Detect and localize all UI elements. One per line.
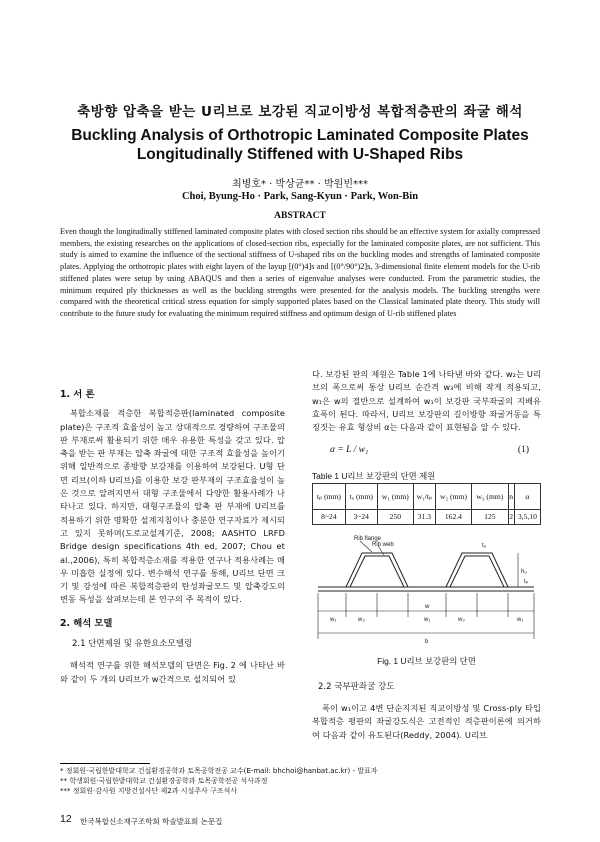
table-header-cell: tₚ (mm): [313, 484, 346, 510]
table-row: [313, 510, 541, 525]
title-en-line2: Longitudinally Stiffened with U-Shaped Ribs: [136, 146, 464, 163]
table-header-row: [313, 484, 541, 510]
abstract-heading: ABSTRACT: [274, 211, 326, 221]
table-header-cell: tᵤ (mm): [345, 484, 377, 510]
abstract-body: Even though the longitudinally stiffened laminated composite plates with closed section ribs should be an effective system for axially compressed members, the existing researches on the applications of closed-section ribs, especially for the laminated composite plates, are not sufficient. This study is aimed to examine the influence of the sectional stiffness of U-shaped ribs on the buckling modes and strengths of laminated composite plates. Applying the orthotropic plates with eight layers of the layup [(0°)4]s and [(0°/90°)2]s, 3-dimensional finite element models for the U-rib stiffened plates were setup by using ABAQUS and then a series of eigenvalue analyses were conducted. From the parametric studies, the minimum required ply thicknesses as well as the buckling strengths were presented for the analysis models. The buckling strengths were compared with the theoretical critical stress equation for simply supported plates based on the Classical laminated plate theory. This study will contribute to the future study for evaluating the minimum required stiffness and optimum design of U-rib stiffened plates: [60, 227, 540, 318]
rib-web-label: Rib web: [372, 542, 394, 549]
table-cell: 2: [508, 510, 514, 525]
section-2-1-body: 해석적 연구를 위한 해석모델의 단면은 Fig. 2 에 나타난 바와 같이 두 개의 U리브가 w간격으로 설치되어 있: [60, 660, 285, 684]
right-column: [312, 368, 541, 742]
authors-english: Choi, Byung-Ho · Park, Sang-Kyun · Park, Won-Bin: [181, 191, 419, 202]
section-2-2-body: 폭이 w₁이고 4변 단순지지된 직교이방성 및 Cross-ply 타입 복합적층 평판의 좌굴강도식은 고전적인 적층판이론에 의거하여 다음과 같이 유도된다(Reddy, 2004). U리브: [312, 702, 541, 740]
section-1-heading: 1. 서 론: [60, 389, 95, 400]
u-rib-left: [346, 553, 408, 587]
title-en-line1: Buckling Analysis of Orthotropic Laminated Composite Plates: [71, 127, 529, 144]
section-1-body: 복합소재를 적층한 복합적층판(laminated composite plate)은 구조적 효율성이 높고 상대적으로 경량하여 구조물의 판 부재로써 활용되기 위한 매우 유용한 특성을 갖고 있다. 압축을 받는 판 부재는 압축 좌굴에 대한 구조적 효율성을 높이기 위해 일반적으로 종방향 보강재를 이용하여 보강된다. U형 단면 리브(이하 U리브)를 이용한 보강 판부재의 구조효율성이 높은 것으로 알려지면서 대형 구조물에서 다양한 활용사례가 나타나고 있다. 하지만, 대형구조물의 압축 판 부재에 U리브를 적용하기 위한 명확한 설계지침이나 충분한 연구자료가 제시되고 있지 못하며(도로교설계기준, 2008; AASHTO LRFD Bridge design specifications 4th ed, 2007; Chou et al.,2006), 특히 복합적층소재를 적용한 연구나 적용사례는 매우 미흡한 실정에 있다. 변수해석 연구를 통해, U리브 단면 크기 및 강성에 따른 복합적층판의 탄성좌굴모드 및 압축강도의 변동 특성을 살펴보는데 본 연구의 주 목적이 있다.: [60, 408, 285, 605]
footnote-2: ** 학생회원·국립한밭대학교 건설환경공학과 토목공학전공 석사과정: [60, 777, 268, 785]
footnote-1: * 정회원·국립한밭대학교 건설환경공학과 토목공학전공 교수(E-mail: bhchoi@hanbat.ac.kr) - 발표자: [60, 767, 378, 775]
tu-label: tᵤ: [482, 543, 486, 550]
section-2-2-heading: 2.2 국부판좌굴 강도: [318, 681, 395, 692]
w1-label-right: w₁: [517, 617, 524, 624]
equation-1: [312, 444, 541, 457]
w-label: w: [425, 604, 430, 611]
tp-label: tₚ: [524, 579, 529, 586]
table-header-cell: w₂ (mm): [435, 484, 471, 510]
proceedings-name: 한국복합신소재구조학회 학술발표회 논문집: [80, 817, 223, 826]
w1-label-left: w₁: [330, 617, 337, 624]
equation-expression: α = L / w₁: [330, 445, 369, 456]
authors-korean: 최병호* · 박상균** · 박원빈***: [231, 179, 368, 190]
paper-title-english: [0, 126, 600, 164]
section-2-1-heading: 2.1 단면제원 및 유한요소모델링: [72, 639, 193, 650]
equation-number: (1): [517, 445, 529, 456]
table-cell: 3,5,10: [514, 510, 540, 525]
hu-label: hᵤ: [521, 569, 527, 576]
w1-label-mid: w₁: [424, 617, 431, 624]
rib-flange-label: Rib flange: [354, 536, 382, 543]
left-column: [60, 388, 285, 686]
table-header-cell: w₃ (mm): [472, 484, 508, 510]
u-rib-section-figure: [312, 531, 541, 651]
footnote-rule: [60, 763, 150, 764]
table-cell: 125: [472, 510, 508, 525]
table-header-cell: w₁/tₚ: [414, 484, 436, 510]
right-column-intro: 다. 보강된 판의 제원은 Table 1에 나타낸 바와 같다. w₂는 U리브의 폭으로써 통상 U리브 순간격 w₃에 비해 작게 적용되고, w₁은 w의 절반으로 설계하여 w₁이 보강판 국부좌굴의 지배유효폭이 된다. 따라서, U리브 보강판의 길이방향 좌굴거동을 특징짓는 유효 형상비 α는 다음과 같이 표현됨을 알 수 있다.: [312, 369, 541, 433]
table-cell: 8~24: [313, 510, 346, 525]
table-header-cell: w₁ (mm): [377, 484, 413, 510]
footnotes: [60, 766, 540, 796]
table-header-cell: n: [508, 484, 514, 510]
table-header-cell: α: [514, 484, 540, 510]
paper-title-korean: 축방향 압축을 받는 U리브로 보강된 직교이방성 복합적층판의 좌굴 해석: [77, 104, 523, 120]
figure-1-caption: Fig. 1 U리브 보강판의 단면: [377, 656, 476, 667]
footnote-3: *** 정회원·감사원 지방건설사단 제2과 시설주사 구조석사: [60, 787, 238, 795]
w3-label-left: w₃: [358, 617, 365, 624]
w3-label-right: w₃: [458, 617, 465, 624]
table-cell: 250: [377, 510, 413, 525]
table-cell: 3~24: [345, 510, 377, 525]
b-label: b: [425, 639, 429, 646]
section-2-heading: 2. 해석 모델: [60, 617, 113, 629]
table-cell: 162.4: [435, 510, 471, 525]
u-rib-right: [446, 553, 508, 587]
table-1: [312, 483, 541, 525]
table-1-caption: Table 1 U리브 보강판의 단면 제원: [312, 470, 436, 481]
page-number: 12: [60, 813, 72, 825]
table-cell: 31.3: [414, 510, 436, 525]
